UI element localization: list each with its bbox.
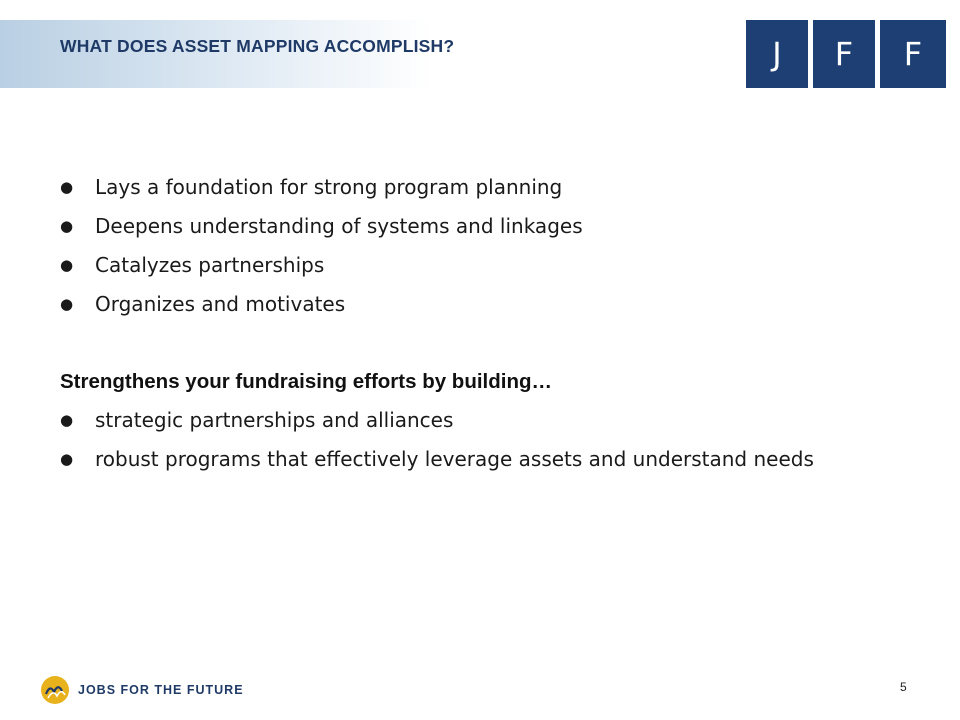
list-item-text: strategic partnerships and alliances bbox=[95, 408, 454, 432]
bullet-icon: ● bbox=[60, 217, 74, 235]
list-item bbox=[60, 246, 930, 285]
list-item-text: Deepens understanding of systems and linkages bbox=[95, 214, 583, 238]
bullet-icon: ● bbox=[60, 295, 74, 313]
bullet-icon: ● bbox=[60, 450, 74, 468]
bullet-icon: ● bbox=[60, 411, 74, 429]
spacer bbox=[60, 324, 930, 362]
slide-content bbox=[60, 168, 930, 479]
logo-block-f-second: F bbox=[880, 20, 946, 88]
list-item bbox=[60, 168, 930, 207]
list-item bbox=[60, 440, 930, 479]
logo-block-j: J bbox=[746, 20, 808, 88]
list-item-text: Organizes and motivates bbox=[95, 292, 346, 316]
list-item bbox=[60, 401, 930, 440]
jff-logo-icon bbox=[40, 675, 70, 705]
subheading: Strengthens your fundraising efforts by building… bbox=[60, 370, 553, 393]
list-item-text: Catalyzes partnerships bbox=[95, 253, 325, 277]
list-item-text: Lays a foundation for strong program planning bbox=[95, 175, 563, 199]
list-item-text: robust programs that effectively leverage assets and understand needs bbox=[95, 447, 814, 471]
list-item bbox=[60, 285, 930, 324]
bullet-icon: ● bbox=[60, 178, 74, 196]
logo-block-f: F bbox=[813, 20, 875, 88]
list-item bbox=[60, 207, 930, 246]
slide-title: WHAT DOES ASSET MAPPING ACCOMPLISH? bbox=[60, 36, 455, 56]
footer-org-name: JOBS FOR THE FUTURE bbox=[78, 683, 244, 697]
bullet-icon: ● bbox=[60, 256, 74, 274]
page-number: 5 bbox=[900, 680, 907, 694]
